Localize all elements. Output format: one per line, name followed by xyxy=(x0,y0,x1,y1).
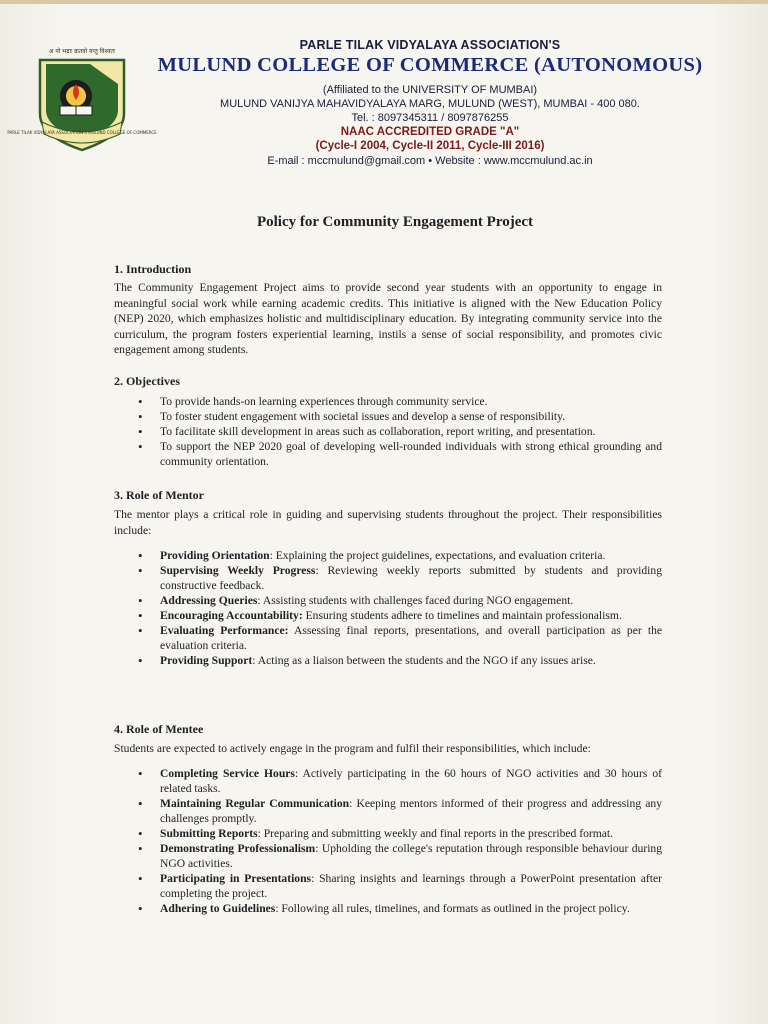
item-text: : Assisting students with challenges faced during NGO engagement. xyxy=(257,594,574,607)
logo-ribbon-text: PARLE TILAK VIDYALAYA ASSOCIATION'S MULUND COLLEGE OF COMMERCE xyxy=(7,130,157,135)
list-item xyxy=(136,826,662,841)
item-term: Evaluating Performance: xyxy=(160,624,289,637)
logo-motto: अ नो भद्राः क्रतवो यन्तु विश्वतः xyxy=(48,48,116,55)
list-item xyxy=(136,766,662,796)
item-term: Demonstrating Professionalism xyxy=(160,842,316,855)
list-item xyxy=(136,548,662,563)
item-text: : Following all rules, timelines, and formats as outlined in the project policy. xyxy=(275,902,630,915)
bullet-icon: • xyxy=(138,623,143,638)
item-term: Addressing Queries xyxy=(160,594,258,607)
list-item xyxy=(136,623,662,653)
objective-text: To provide hands-on learning experiences through community service. xyxy=(160,395,488,408)
mentor-intro: The mentor plays a critical role in guiding and supervising students throughout the project. Their responsibilities include: xyxy=(114,508,662,537)
naac-grade: NAAC ACCREDITED GRADE "A" xyxy=(340,126,520,138)
item-term: Supervising Weekly Progress xyxy=(160,564,316,577)
address-line: MULUND VANIJYA MAHAVIDYALAYA MARG, MULUND (WEST), MUMBAI - 400 080. xyxy=(220,98,640,110)
bullet-icon: • xyxy=(138,871,143,886)
section-heading-objectives: 2. Objectives xyxy=(114,374,180,388)
section-heading-mentor: 3. Role of Mentor xyxy=(114,488,204,502)
objective-text: To support the NEP 2020 goal of developing well-rounded individuals with strong ethical grounding and community orientation. xyxy=(160,440,662,468)
association-name: PARLE TILAK VIDYALAYA ASSOCIATION'S xyxy=(299,38,561,52)
contact-line: E-mail : mccmulund@gmail.com • Website : www.mccmulund.ac.in xyxy=(267,155,593,167)
objective-text: To foster student engagement with societal issues and develop a sense of responsibility. xyxy=(160,410,566,423)
item-text: : Acting as a liaison between the students and the NGO if any issues arise. xyxy=(252,654,596,667)
accreditation-cycles: (Cycle-I 2004, Cycle-II 2011, Cycle-III 2016) xyxy=(315,140,545,152)
bullet-icon: • xyxy=(138,563,143,578)
document-title: Policy for Community Engagement Project xyxy=(256,214,534,230)
section-heading-mentee: 4. Role of Mentee xyxy=(114,722,204,736)
item-term: Participating in Presentations xyxy=(160,872,312,885)
list-item xyxy=(136,841,662,871)
list-item xyxy=(136,901,662,916)
list-item xyxy=(136,653,662,668)
item-term: Providing Orientation xyxy=(160,549,270,562)
item-term: Encouraging Accountability: xyxy=(160,609,303,622)
bullet-icon: • xyxy=(138,766,143,781)
phone-line: Tel. : 8097345311 / 8097876255 xyxy=(351,112,509,124)
item-text: : Reviewing weekly reports submitted by students and providing constructive feedback. xyxy=(160,564,662,592)
bullet-icon: • xyxy=(138,409,143,424)
list-item xyxy=(136,871,662,901)
item-text: : Actively participating in the 60 hours of NGO activities and 30 hours of related tasks. xyxy=(160,767,662,795)
objective-text: To facilitate skill development in areas such as collaboration, report writing, and presentation. xyxy=(160,425,596,438)
affiliation-line: (Affiliated to the UNIVERSITY OF MUMBAI) xyxy=(322,84,538,96)
bullet-icon: • xyxy=(138,394,143,409)
list-item xyxy=(136,424,662,439)
item-text: Ensuring students adhere to timelines and maintain professionalism. xyxy=(302,609,622,622)
bullet-icon: • xyxy=(138,826,143,841)
item-term: Submitting Reports xyxy=(160,827,258,840)
item-term: Adhering to Guidelines xyxy=(160,902,276,915)
bullet-icon: • xyxy=(138,593,143,608)
mentee-intro: Students are expected to actively engage in the program and fulfil their responsibilities, which include: xyxy=(114,742,591,755)
item-term: Completing Service Hours xyxy=(160,767,295,780)
mentee-responsibilities-list xyxy=(136,766,662,916)
item-text: : Keeping mentors informed of their progress and addressing any challenges promptly. xyxy=(160,797,662,825)
introduction-paragraph: The Community Engagement Project aims to provide second year students with an opportunity to engage in meaningful social work while earning academic credits. This initiative is aligned with the New Education Policy (NEP) 2020, which emphasizes holistic and multidisciplinary education. By integrating community service into the curriculum, the program fosters experiential learning, instils a sense of social responsibility, and promotes civic engagement among students. xyxy=(114,281,662,357)
item-term: Providing Support xyxy=(160,654,253,667)
objectives-list xyxy=(136,394,662,469)
list-item xyxy=(136,409,662,424)
list-item xyxy=(136,439,662,469)
section-heading-introduction: 1. Introduction xyxy=(114,262,192,276)
bullet-icon: • xyxy=(138,841,143,856)
bullet-icon: • xyxy=(138,608,143,623)
bullet-icon: • xyxy=(138,796,143,811)
list-item xyxy=(136,394,662,409)
item-text: Assessing final reports, presentations, and overall participation as per the evaluation criteria. xyxy=(160,624,663,652)
bullet-icon: • xyxy=(138,424,143,439)
college-name: MULUND COLLEGE OF COMMERCE (AUTONOMOUS) xyxy=(157,54,703,76)
list-item xyxy=(136,608,662,623)
mentor-responsibilities-list xyxy=(136,548,662,668)
item-term: Maintaining Regular Communication xyxy=(160,797,350,810)
item-text: : Upholding the college's reputation through responsible behaviour during NGO activities. xyxy=(160,842,663,870)
list-item xyxy=(136,593,662,608)
list-item xyxy=(136,563,662,593)
item-text: : Explaining the project guidelines, expectations, and evaluation criteria. xyxy=(269,549,606,562)
bullet-icon: • xyxy=(138,439,143,454)
bullet-icon: • xyxy=(138,548,143,563)
list-item xyxy=(136,796,662,826)
bullet-icon: • xyxy=(138,901,143,916)
college-logo xyxy=(7,44,157,156)
bullet-icon: • xyxy=(138,653,143,668)
item-text: : Sharing insights and learnings through a PowerPoint presentation after completing the project. xyxy=(160,872,662,900)
item-text: : Preparing and submitting weekly and final reports in the prescribed format. xyxy=(257,827,614,840)
